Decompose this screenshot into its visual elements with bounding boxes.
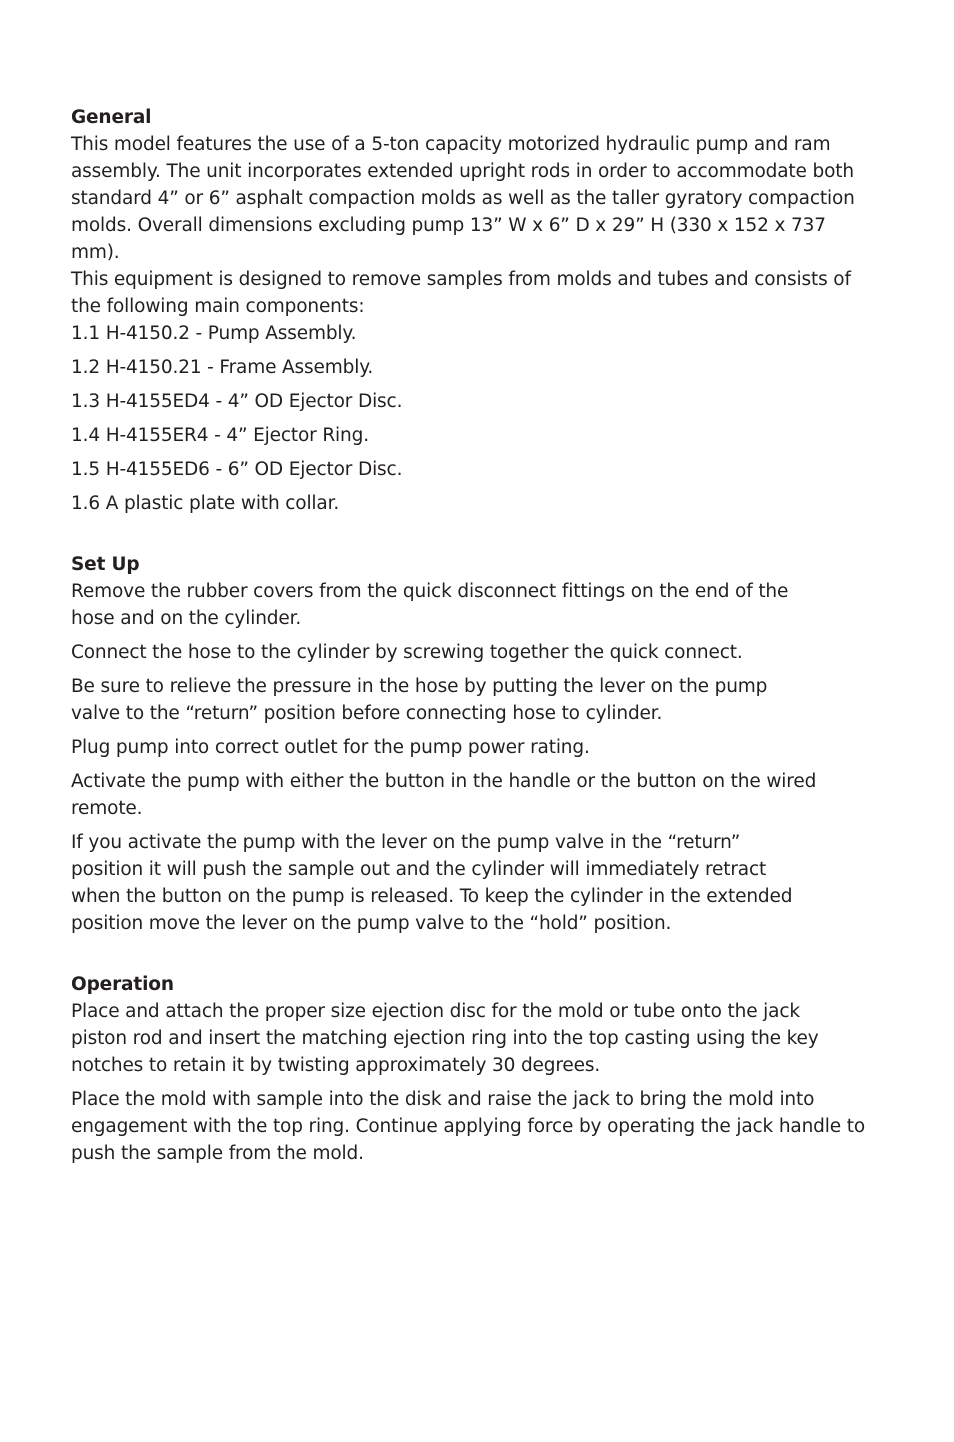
operation-paragraph: Place and attach the proper size ejection disc for the mold or tube onto the jack piston rod and insert the matching ejection ring into the top casting using the key notches to retain it by twisting approximately 30 degrees. [71, 1001, 819, 1076]
component-list-item: 1.6 A plastic plate with collar. [71, 493, 340, 514]
component-list-item: 1.5 H-4155ED6 - 6” OD Ejector Disc. [71, 459, 403, 480]
setup-paragraph: Be sure to relieve the pressure in the hose by putting the lever on the pump valve to the “return” position before connecting hose to cylinder. [71, 676, 768, 724]
setup-paragraph: Activate the pump with either the button in the handle or the button on the wired remote. [71, 771, 817, 819]
general-heading: General [71, 107, 152, 128]
general-section [71, 104, 871, 517]
general-paragraph: This model features the use of a 5-ton capacity motorized hydraulic pump and ram assembly. The unit incorporates extended upright rods in order to accommodate both standard 4” or 6” asphalt compaction molds as well as the taller gyratory compaction molds. Overall dimensions excluding pump 13” W x 6” D x 29” H (330 x 152 x 737 mm). [71, 134, 855, 263]
component-list-item: 1.2 H-4150.21 - Frame Assembly. [71, 357, 374, 378]
operation-section [71, 971, 871, 1167]
setup-paragraph: If you activate the pump with the lever on the pump valve in the “return” position it will push the sample out and the cylinder will immediately retract when the button on the pump is released. To keep the cylinder in the extended position move the lever on the pump valve to the “hold” position. [71, 832, 793, 934]
component-list-item: 1.1 H-4150.2 - Pump Assembly. [71, 323, 357, 344]
operation-paragraph: Place the mold with sample into the disk and raise the jack to bring the mold into engagement with the top ring. Continue applying force by operating the jack handle to push the sample from the mold. [71, 1089, 865, 1164]
general-paragraph: This equipment is designed to remove samples from molds and tubes and consists of the following main components: [71, 269, 851, 317]
setup-paragraph: Connect the hose to the cylinder by screwing together the quick connect. [71, 642, 743, 663]
setup-section [71, 551, 871, 937]
component-list-item: 1.4 H-4155ER4 - 4” Ejector Ring. [71, 425, 369, 446]
setup-paragraph: Remove the rubber covers from the quick disconnect fittings on the end of the hose and on the cylinder. [71, 581, 789, 629]
document-page [71, 104, 871, 1167]
setup-paragraph: Plug pump into correct outlet for the pump power rating. [71, 737, 590, 758]
component-list-item: 1.3 H-4155ED4 - 4” OD Ejector Disc. [71, 391, 403, 412]
operation-heading: Operation [71, 974, 174, 995]
setup-heading: Set Up [71, 554, 140, 575]
